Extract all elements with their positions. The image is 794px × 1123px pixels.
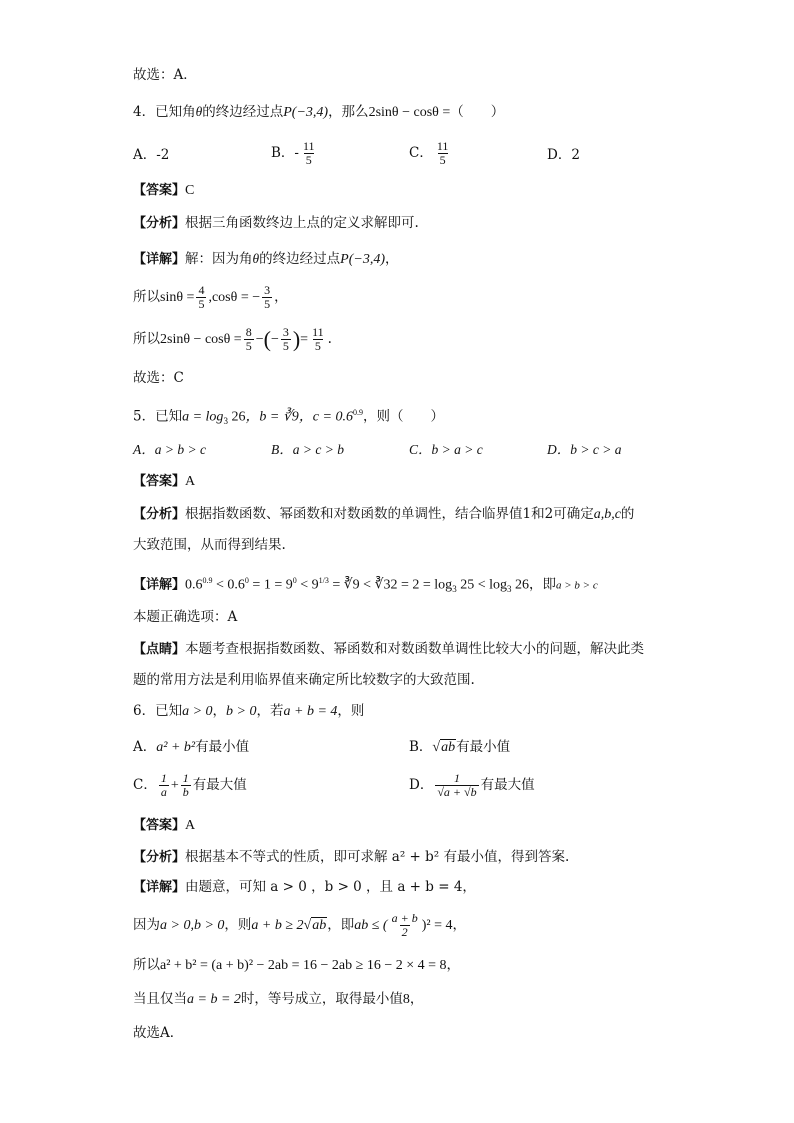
q4-options — [133, 140, 733, 170]
q5-option-d: D．b > c > a — [547, 442, 622, 457]
q6-options-row-2 — [133, 772, 733, 806]
q6-detail-line-3: 当且仅当a = b = 2时，等号成立，取得最小值8， — [133, 991, 424, 1007]
q5-option-a: A．a > b > c — [133, 442, 206, 457]
q4-option-d: D．2 — [547, 147, 580, 163]
q4-conclusion: 故选：C — [133, 370, 184, 386]
q4-detail-line-2: 所以2sinθ − cosθ = $\frac{8}{5}$ −(− $\frac{3}{5}$ )= $\frac{11}{5}$ . — [133, 325, 332, 353]
q6-options-row-1 — [133, 738, 733, 758]
q5-note: 【点睛】本题考查根据指数函数、幂函数和对数函数单调性比较大小的问题，解决此类 — [133, 641, 645, 657]
q6-analysis: 【分析】根据基本不等式的性质，即可求解 a² + b² 有最小值，得到答案. — [133, 849, 570, 865]
q4-stem: 4．已知角θ的终边经过点P(−3,4)，那么2sinθ − cosθ =（ ） — [133, 104, 505, 120]
q6-option-c: C． $\frac{1}{a}$ + $\frac{1}{b}$ 有最大值 — [133, 771, 247, 799]
q6-detail-line-2: 所以a² + b² = (a + b)² − 2ab = 16 − 2ab ≥ 16 − 2 × 4 = 8， — [133, 957, 461, 973]
q5-analysis: 【分析】根据指数函数、幂函数和对数函数的单调性，结合临界值1和2可确定a,b,c的 — [133, 506, 635, 522]
q4-option-c: C． $\frac{11}{5}$ — [409, 139, 449, 167]
q6-stem: 6．已知a > 0，b > 0，若a + b = 4，则 — [133, 703, 365, 719]
q6-option-b: B．√ab有最小值 — [409, 739, 511, 755]
q5-option-b: B．a > c > b — [271, 442, 344, 457]
q6-option-a: A．a² + b²有最小值 — [133, 739, 250, 755]
q4-detail-line-1: 所以sinθ = $\frac{4}{5}$ ,cosθ = − $\frac{3}{5}$ ， — [133, 283, 288, 311]
q4-answer: 【答案】C — [133, 183, 195, 198]
q5-answer: 【答案】A — [133, 474, 196, 489]
q4-option-a: A．-2 — [133, 147, 170, 163]
q6-conclusion: 故选A． — [133, 1025, 184, 1041]
q5-option-c: C．b > a > c — [409, 442, 483, 457]
q4-option-b: B．- $\frac{11}{5}$ — [271, 139, 315, 167]
q5-detail: 【详解】$0.6^{0.9} < 0.6^0 = 1 = 9^0 < 9^{1/3}$ = ∛9 < ∛32 = $2 = \log_3 25 < \log_3 26$，即a > b > c — [133, 576, 598, 595]
q5-stem: 5．已知$a = \log_3 26$，b = ∛9，$c = 0.6^{0.9}$，则（ ） — [133, 408, 444, 427]
q5-options — [133, 441, 733, 461]
q5-note-cont: 题的常用方法是利用临界值来确定所比较数字的大致范围. — [133, 672, 475, 688]
q6-answer: 【答案】A — [133, 818, 196, 833]
q6-detail: 【详解】由题意，可知 a > 0 ，b > 0 ，且 a + b = 4， — [133, 879, 476, 895]
q6-option-d: D． $\frac{1}{√a + √b}$ 有最大值 — [409, 771, 535, 799]
q4-analysis: 【分析】根据三角函数终边上点的定义求解即可. — [133, 215, 419, 231]
q4-detail: 【详解】解：因为角θ的终边经过点P(−3,4)， — [133, 251, 399, 267]
q6-detail-line-1: 因为a > 0,b > 0，则a + b ≥ 2√ab，即ab ≤ ( $\frac{a + b}{2}$ )² = 4， — [133, 911, 466, 939]
q5-correct-option: 本题正确选项：A — [133, 609, 238, 625]
q3-conclusion: 故选：A． — [133, 67, 197, 83]
q5-analysis-cont: 大致范围，从而得到结果. — [133, 537, 286, 553]
